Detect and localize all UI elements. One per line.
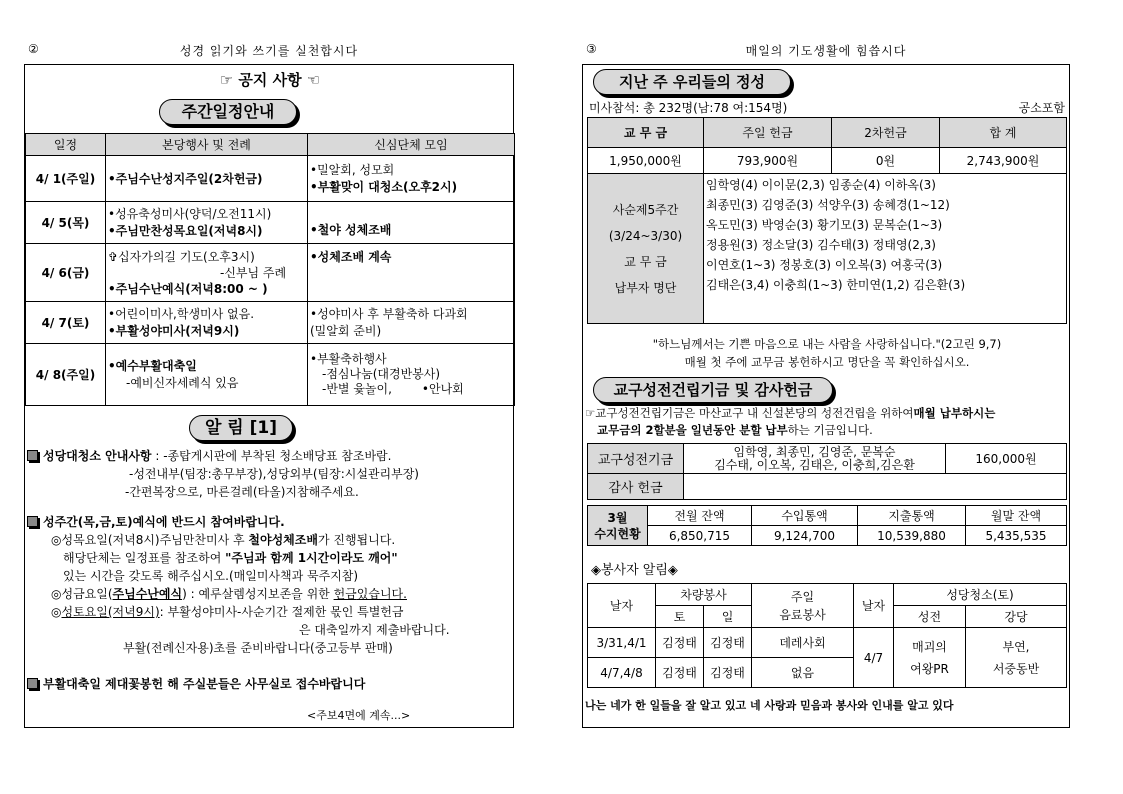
balance-value: 9,124,700 xyxy=(752,526,858,546)
offering-value: 2,743,900원 xyxy=(940,148,1067,174)
right-header-title: 매일의 기도생활에 힘씁시다 xyxy=(745,44,907,58)
notice-cleaning xyxy=(27,447,513,501)
vol-date: 3/31,4/1 xyxy=(588,628,656,658)
left-header xyxy=(24,42,514,62)
schedule-table xyxy=(25,133,515,406)
vol-header-date: 날자 xyxy=(588,584,656,628)
donor-label-line: 납부자 명단 xyxy=(614,280,677,295)
donor-line: 이연호(1~3) 정봉호(3) 이오복(3) 여홍국(3) xyxy=(706,258,943,272)
attendance-note: 공소포함 xyxy=(1018,101,1065,115)
notice-title: ☞ 공지 사항 ☜ xyxy=(219,71,321,89)
vol-header-sat: 토 xyxy=(656,606,704,628)
vol-sat: 김정태 xyxy=(656,658,704,688)
notice-emphasis: "주님과 함께 1시간이라도 깨어" xyxy=(225,551,398,565)
schedule-group xyxy=(308,156,515,202)
schedule-group xyxy=(308,302,515,344)
square-bullet-icon xyxy=(27,516,38,527)
notices-title: 알 림 [1] xyxy=(189,415,293,441)
balance-header: 전월 잔액 xyxy=(648,506,752,526)
thanks-value xyxy=(684,474,1067,500)
vol-in-line: 여왕PR xyxy=(910,661,949,676)
vol-drink: 없음 xyxy=(752,658,854,688)
offering-header: 합 계 xyxy=(940,118,1067,148)
schedule-date: 4/ 6(금) xyxy=(26,244,106,302)
notice-line: 부활(전례신자용)초를 준비바랍니다(중고등부 판매) xyxy=(123,641,393,655)
schedule-parish-line: •성유축성미사(양덕/오전11시) xyxy=(108,206,272,221)
offering-value: 0원 xyxy=(832,148,940,174)
vol-out-line: 서중동반 xyxy=(992,661,1040,676)
schedule-date: 4/ 5(목) xyxy=(26,202,106,244)
notice-line: ◎ xyxy=(51,605,62,619)
donor-label-line: 사순제5주간 xyxy=(612,202,679,217)
schedule-date: 4/ 1(주일) xyxy=(26,156,106,202)
donor-label-line: 교 무 금 xyxy=(624,254,667,269)
schedule-parish xyxy=(106,344,308,406)
notice-line: ) : 예루살렘성지보존을 위한 xyxy=(182,587,334,601)
vol-drink: 데레사회 xyxy=(752,628,854,658)
schedule-date: 4/ 7(토) xyxy=(26,302,106,344)
fund-row-names xyxy=(684,444,946,474)
volunteer-table xyxy=(587,583,1067,688)
offering-header: 2차헌금 xyxy=(832,118,940,148)
balance-header: 수입통액 xyxy=(752,506,858,526)
fund-text-emphasis: 매월 납부하시는 xyxy=(913,406,996,420)
donor-label xyxy=(588,174,704,324)
notice-line: 가 진행됩니다. xyxy=(317,533,396,547)
balance-header: 월말 잔액 xyxy=(966,506,1067,526)
notice-emphasis: 주님수난예식 xyxy=(112,587,183,601)
volunteer-title: ◈봉사자 알림◈ xyxy=(591,563,678,578)
balance-value: 5,435,535 xyxy=(966,526,1067,546)
fund-row-amount: 160,000원 xyxy=(946,444,1067,474)
vol-out xyxy=(966,628,1067,688)
schedule-date: 4/ 8(주일) xyxy=(26,344,106,406)
vol-sun: 김정태 xyxy=(704,658,752,688)
schedule-parish-line: -예비신자세례식 있음 xyxy=(126,375,239,390)
notice-emphasis: 철야성체조배 xyxy=(248,533,318,547)
vol-date2: 4/7 xyxy=(854,628,894,688)
vol-header-drink-line: 음료봉사 xyxy=(779,607,826,622)
notice-line: ◎성목요일(저녁8시)주님만찬미사 후 xyxy=(51,533,249,547)
schedule-group-line: •안나회 xyxy=(421,382,464,396)
vol-header-out: 강당 xyxy=(966,606,1067,628)
notice-emphasis: 성토요일(저녁9시) xyxy=(61,605,160,619)
offering-value: 793,900원 xyxy=(704,148,832,174)
table-row xyxy=(26,302,515,344)
vol-sun: 김정태 xyxy=(704,628,752,658)
notice-line: 있는 시간을 갖도록 해주십시오.(매일미사책과 묵주지참) xyxy=(63,569,359,583)
notice-line: 해당단체는 일정표를 참조하여 xyxy=(63,551,226,565)
fund-title: 교구성전건립기금 및 감사헌금 xyxy=(593,377,833,403)
vol-out-line: 부연, xyxy=(1002,639,1030,654)
left-header-title: 성경 읽기와 쓰기를 실천합시다 xyxy=(179,44,359,58)
notice-holy-week-title: 성주간(목,금,토)예식에 반드시 참여바랍니다. xyxy=(43,515,285,529)
schedule-group-line: -반별 윷놀이, xyxy=(322,382,392,396)
schedule-group-line: •성야미사 후 부활축하 다과회 xyxy=(310,306,468,321)
balance-label-line: 수지현황 xyxy=(594,526,641,541)
schedule-group-line: •부활맞이 대청소(오후2시) xyxy=(310,179,458,194)
schedule-group: •성체조배 계속 xyxy=(308,244,515,302)
notice-line: -간편복장으로, 마른걸레(타올)지참해주세요. xyxy=(125,485,359,499)
table-row xyxy=(26,344,515,406)
notice-line: -성전내부(팀장:총무부장),성당외부(팀장:시설관리부장) xyxy=(129,467,419,481)
notice-flowers xyxy=(27,675,513,692)
offering-header: 교 무 금 xyxy=(588,118,704,148)
schedule-group-line: -점심나눔(대경반봉사) xyxy=(322,367,441,381)
left-page-number: ② xyxy=(28,42,39,56)
left-frame xyxy=(24,64,514,728)
table-row xyxy=(26,156,515,202)
square-bullet-icon xyxy=(27,678,38,689)
donor-label-line: (3/24~3/30) xyxy=(608,228,683,243)
schedule-parish-line: •주님만찬성목요일(저녁8시) xyxy=(108,223,263,238)
vol-header-drink-line: 주일 xyxy=(790,589,815,604)
schedule-group: •철야 성체조배 xyxy=(308,202,515,244)
vol-in xyxy=(894,628,966,688)
donor-line: 최종민(3) 김영준(3) 석양우(3) 송혜경(1~12) xyxy=(706,198,950,212)
right-page-number: ③ xyxy=(586,42,597,56)
square-bullet-icon xyxy=(27,450,38,461)
vol-in-line: 매괴의 xyxy=(912,639,947,654)
notice-flowers-title: 부활대축일 제대꽃봉헌 해 주실분들은 사무실로 접수바랍니다 xyxy=(43,677,366,691)
offering-header: 주일 헌금 xyxy=(704,118,832,148)
donor-list xyxy=(704,174,1067,324)
schedule-title: 주간일정안내 xyxy=(159,99,297,125)
donor-line: 김태은(3,4) 이충희(1~3) 한미연(1,2) 김은환(3) xyxy=(706,278,966,292)
donor-line: 정용원(3) 정소달(3) 김수태(3) 정태영(2,3) xyxy=(706,238,936,252)
attendance: 미사참석: 총 232명(남:78 여:154명) xyxy=(589,101,788,115)
table-row xyxy=(588,628,1067,658)
table-row xyxy=(26,202,515,244)
notice-holy-week xyxy=(27,513,513,657)
notice-line: 있습니다. xyxy=(356,587,407,601)
schedule-parish xyxy=(106,302,308,344)
balance-value: 6,850,715 xyxy=(648,526,752,546)
schedule-parish xyxy=(106,244,308,302)
vol-header-in: 성전 xyxy=(894,606,966,628)
right-header xyxy=(582,42,1070,62)
notice-line: : -종탑게시판에 부착된 청소배당표 참조바람. xyxy=(155,449,392,463)
fund-table xyxy=(587,443,1067,500)
balance-label xyxy=(588,506,648,546)
vol-header-sun: 일 xyxy=(704,606,752,628)
verse-line: 매월 첫 주에 교무금 봉헌하시고 명단을 꼭 확인하십시오. xyxy=(684,355,970,369)
fund-text-line: ☞교구성전건립기금은 마산교구 내 신설본당의 성전건립을 위하여 xyxy=(585,406,914,420)
schedule-group-line: (밀알회 준비) xyxy=(310,323,382,338)
vol-header-date2: 날자 xyxy=(854,584,894,628)
fund-name-line: 김수태, 이오복, 김태은, 이충희,김은환 xyxy=(714,457,915,472)
offering-title: 지난 주 우리들의 정성 xyxy=(593,69,791,95)
fund-text-emphasis: 교무금의 2할분을 일년동안 분할 납부 xyxy=(597,423,788,437)
right-frame xyxy=(582,64,1070,728)
balance-value: 10,539,880 xyxy=(858,526,966,546)
notice-line: : 부활성야미사-사순기간 절제한 몫인 특별헌금 xyxy=(159,605,404,619)
vol-header-clean: 성당청소(토) xyxy=(894,584,1067,606)
vol-date: 4/7,4/8 xyxy=(588,658,656,688)
fund-name-line: 임학영, 최종민, 김영준, 문복순 xyxy=(733,444,896,459)
notice-cleaning-title: 성당대청소 안내사항 xyxy=(43,449,152,463)
schedule-group xyxy=(308,344,515,406)
notice-line: ◎성금요일( xyxy=(51,587,113,601)
schedule-parish-line: •예수부활대축일 xyxy=(108,358,197,373)
donor-line: 옥도민(3) 박영순(3) 황기모(3) 문복순(1~3) xyxy=(706,218,943,232)
balance-table xyxy=(587,505,1067,546)
schedule-parish-line: •어린이미사,학생미사 없음. xyxy=(108,306,255,321)
notice-line: 은 대축일까지 제출바랍니다. xyxy=(299,623,450,637)
schedule-header-parish: 본당행사 및 전례 xyxy=(106,134,308,156)
vol-sat: 김정태 xyxy=(656,628,704,658)
schedule-parish-line: -신부님 주례 xyxy=(220,265,287,280)
schedule-header-date: 일정 xyxy=(26,134,106,156)
fund-row-label: 교구성전기금 xyxy=(588,444,684,474)
schedule-parish: •주님수난성지주일(2차헌금) xyxy=(106,156,308,202)
thanks-label: 감사 헌금 xyxy=(588,474,684,500)
vol-header-car: 차량봉사 xyxy=(656,584,752,606)
fund-text-line: 하는 기금입니다. xyxy=(787,423,873,437)
notice-emphasis: 헌금 xyxy=(333,587,357,601)
verse-block xyxy=(583,335,1071,371)
schedule-header-group: 신심단체 모임 xyxy=(308,134,515,156)
offering-value: 1,950,000원 xyxy=(588,148,704,174)
fund-text xyxy=(585,405,1069,439)
schedule-parish-line: •주님수난예식(저녁8:00 ~ ) xyxy=(108,281,268,296)
footer-verse: 나는 네가 한 일들을 잘 알고 있고 네 사랑과 믿음과 봉사와 인내를 알고 있다 xyxy=(585,699,954,712)
offering-table xyxy=(587,117,1067,324)
schedule-group-line: •부활축하행사 xyxy=(310,352,387,366)
balance-label-line: 3월 xyxy=(607,510,628,525)
schedule-parish-line: ✞십자가의길 기도(오후3시) xyxy=(108,249,255,264)
donor-line: 임학영(4) 이이문(2,3) 임종순(4) 이하옥(3) xyxy=(706,178,936,192)
verse-line: "하느님께서는 기쁜 마음으로 내는 사람을 사랑하십니다."(2고린 9,7) xyxy=(652,337,1002,351)
table-row xyxy=(26,244,515,302)
schedule-group-line: •밀알회, 성모회 xyxy=(310,162,395,177)
vol-header-drink xyxy=(752,584,854,628)
continued-note: <주보4면에 계속...> xyxy=(307,709,411,722)
schedule-parish xyxy=(106,202,308,244)
balance-header: 지출통액 xyxy=(858,506,966,526)
schedule-parish-line: •부활성야미사(저녁9시) xyxy=(108,323,240,338)
